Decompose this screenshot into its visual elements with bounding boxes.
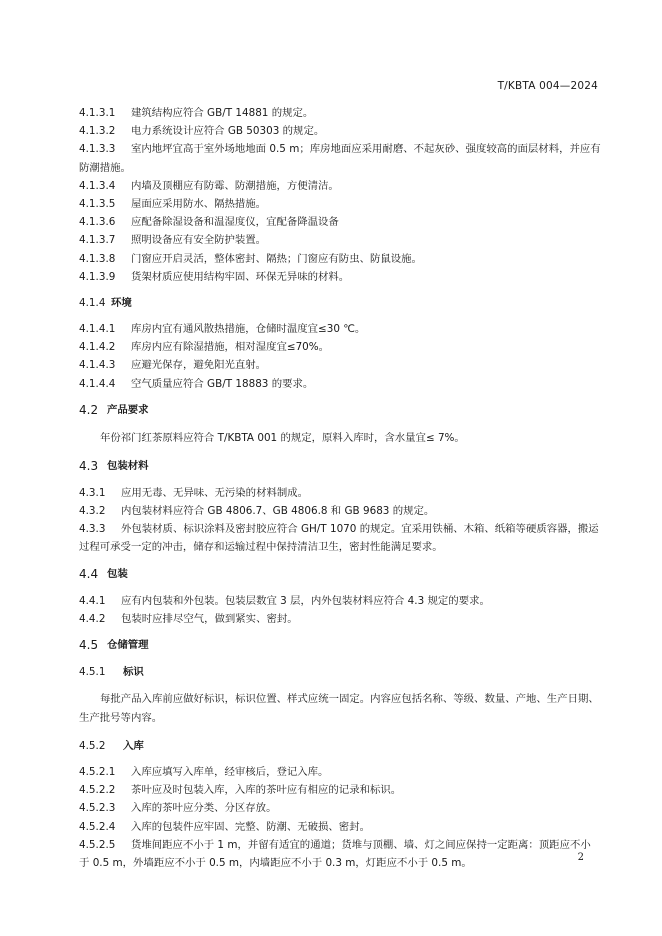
clause-4-1-4-3 [79, 356, 601, 374]
clause-number: 4.3.3 [79, 523, 106, 536]
clause-4-3-2 [79, 502, 601, 520]
clause-4-1-4-1 [79, 320, 601, 338]
clause-number: 4.1.3.7 [79, 234, 116, 247]
clause-number: 4.1.4.1 [79, 323, 116, 336]
clause-4-3-1 [79, 484, 601, 502]
heading-number: 4.5 [79, 638, 99, 653]
page-number: 2 [577, 852, 584, 863]
heading-title: 标识 [123, 666, 144, 679]
clause-text: 入库的茶叶应分类、分区存放。 [131, 802, 277, 815]
clause-number: 4.5.2.5 [79, 838, 116, 851]
clause-text: 内墙及顶棚应有防霉、防潮措施，方便清洁。 [131, 179, 339, 192]
document-body [79, 104, 601, 872]
clause-4-1-3-1 [79, 104, 601, 122]
heading-number: 4.2 [79, 402, 99, 417]
clause-4-1-3-5 [79, 195, 601, 213]
clause-4-1-4-4 [79, 375, 601, 393]
clause-number: 4.5.2.1 [79, 766, 116, 779]
section-heading-4-5-1 [79, 663, 601, 681]
heading-title: 环境 [111, 297, 132, 310]
clause-number: 4.3.2 [79, 505, 106, 518]
clause-text: 外包装材质、标识涂料及密封胶应符合 GH/T 1070 的规定。宜采用铁桶、木箱、纸箱等硬质容器，搬运过程可承受一定的冲击，储存和运输过程中保持清洁卫生，密封性能满足要求。 [79, 523, 599, 554]
section-heading-4-5-2 [79, 737, 601, 755]
clause-number: 4.1.4.3 [79, 359, 116, 372]
heading-title: 仓储管理 [107, 639, 149, 652]
clause-number: 4.1.3.3 [79, 143, 116, 156]
clause-text: 库房内宜有通风散热措施，仓储时温度宜≤30 ℃。 [131, 323, 366, 336]
clause-4-5-2-1 [79, 763, 601, 781]
clause-number: 4.1.4.4 [79, 377, 116, 390]
clause-4-5-2-3 [79, 799, 601, 817]
clause-number: 4.4.1 [79, 594, 106, 607]
section-heading-4-1-4 [79, 294, 601, 312]
clause-text: 茶叶应及时包装入库，入库的茶叶应有相应的记录和标识。 [131, 784, 402, 797]
clause-4-1-3-6 [79, 213, 601, 231]
section-heading-4-5 [79, 636, 601, 655]
section-heading-4-4 [79, 565, 601, 584]
clause-text: 库房内应有除湿措施，相对湿度宜≤70%。 [131, 341, 330, 354]
clause-text: 应配备除湿设备和温湿度仪，宜配备降温设备 [131, 216, 339, 229]
heading-number: 4.5.2 [79, 740, 106, 753]
clause-text: 入库的包装件应牢固、完整、防潮、无破损、密封。 [131, 820, 370, 833]
clause-number: 4.3.1 [79, 486, 106, 499]
clause-number: 4.5.2.4 [79, 820, 116, 833]
clause-text: 建筑结构应符合 GB/T 14881 的规定。 [131, 107, 314, 119]
clause-4-5-2-2 [79, 781, 601, 799]
clause-text: 室内地坪宜高于室外场地地面 0.5 m；库房地面应采用耐磨、不起灰砂、强度较高的面层材料，并应有防潮措施。 [79, 143, 601, 174]
clause-text: 电力系统设计应符合 GB 50303 的规定。 [131, 125, 325, 138]
clause-text: 内包装材料应符合 GB 4806.7、GB 4806.8 和 GB 9683 的规定。 [121, 505, 435, 518]
clause-number: 4.1.3.9 [79, 270, 116, 283]
section-heading-4-3 [79, 457, 601, 476]
paragraph-labeling: 每批产品入库前应做好标识，标识位置、样式应统一固定。内容应包括名称、等级、数量、产地、生产日期、生产批号等内容。 [79, 693, 599, 725]
clause-4-1-3-8 [79, 250, 601, 268]
heading-title: 包装材料 [107, 459, 149, 472]
clause-text: 应用无毒、无异味、无污染的材料制成。 [121, 486, 309, 499]
clause-4-1-3-4 [79, 177, 601, 195]
clause-4-1-3-7 [79, 231, 601, 249]
clause-4-5-2-4 [79, 818, 601, 836]
clause-text: 货堆间距应不小于 1 m，并留有适宜的通道；货堆与顶棚、墙、灯之间应保持一定距离：顶距应不小于 0.5 m，外墙距应不小于 0.5 m，内墙距应不小于 0.3 m，灯距应不小于 0.5 m。 [79, 838, 591, 870]
clause-number: 4.5.2.3 [79, 802, 116, 815]
heading-title: 产品要求 [107, 403, 149, 416]
clause-4-1-4-2 [79, 338, 601, 356]
heading-title: 入库 [123, 740, 144, 753]
clause-4-4-2 [79, 610, 601, 628]
clause-text: 屋面应采用防水、隔热措施。 [131, 198, 267, 211]
clause-text: 货架材质应使用结构牢固、环保无异味的材料。 [131, 270, 350, 283]
heading-number: 4.4 [79, 566, 99, 581]
standard-code: T/KBTA 004—2024 [497, 80, 598, 92]
clause-text: 照明设备应有安全防护装置。 [131, 234, 267, 247]
heading-number: 4.5.1 [79, 666, 106, 679]
clause-text: 包装时应排尽空气，做到紧实、密封。 [121, 612, 298, 625]
clause-text: 门窗应开启灵活，整体密封、隔热；门窗应有防虫、防鼠设施。 [131, 252, 422, 265]
clause-number: 4.1.3.2 [79, 125, 116, 138]
clause-4-4-1 [79, 592, 601, 610]
clause-4-3-3 [79, 520, 601, 556]
clause-4-1-3-2 [79, 122, 601, 140]
clause-number: 4.1.3.5 [79, 198, 116, 211]
clause-number: 4.1.3.8 [79, 252, 116, 265]
paragraph-product-requirements: 年份祁门红茶原料应符合 T/KBTA 001 的规定，原料入库时，含水量宜≤ 7%。 [100, 431, 465, 444]
heading-title: 包装 [107, 567, 128, 580]
clause-number: 4.1.3.4 [79, 179, 116, 192]
clause-number: 4.1.3.6 [79, 216, 116, 229]
clause-number: 4.1.4.2 [79, 341, 116, 354]
clause-text: 空气质量应符合 GB/T 18883 的要求。 [131, 377, 314, 390]
heading-number: 4.3 [79, 458, 99, 473]
clause-4-1-3-9 [79, 268, 601, 286]
clause-text: 应避光保存，避免阳光直射。 [131, 359, 267, 372]
clause-4-5-2-5 [79, 836, 601, 872]
clause-text: 入库应填写入库单，经审核后，登记入库。 [131, 766, 329, 779]
clause-number: 4.4.2 [79, 612, 106, 625]
clause-4-1-3-3 [79, 140, 601, 176]
clause-number: 4.1.3.1 [79, 107, 116, 119]
heading-number: 4.1.4 [79, 297, 106, 310]
clause-text: 应有内包装和外包装。包装层数宜 3 层，内外包装材料应符合 4.3 规定的要求。 [121, 594, 490, 607]
section-heading-4-2 [79, 401, 601, 420]
clause-number: 4.5.2.2 [79, 784, 116, 797]
